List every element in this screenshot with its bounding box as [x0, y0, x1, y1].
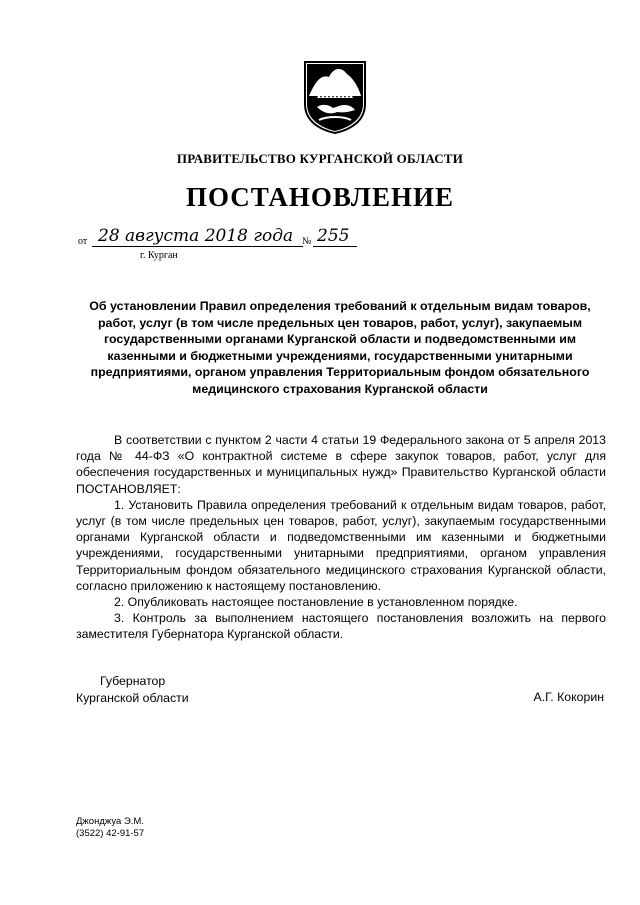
- preamble-paragraph: В соответствии с пунктом 2 части 4 статьи 19 Федерального закона от 5 апреля 2013 года № 44-ФЗ «О контрактной системе в сфере закупок товаров, работ, услуг для обеспечения государственных и муниципальных нужд» Правительство Курганской области ПОСТАНОВЛЯЕТ:: [76, 433, 606, 496]
- signer-position: [76, 673, 189, 707]
- signer-title-line-2: Курганской области: [76, 691, 189, 705]
- number-label: №: [302, 236, 312, 247]
- clause-2: 2. Опубликовать настоящее постановление в установленном порядке.: [114, 595, 518, 610]
- date-prefix-label: от: [78, 236, 88, 247]
- document-subject: Об установлении Правил определения требований к отдельным видам товаров, работ, услуг (в том числе предельных цен товаров, работ, услуг), закупаемым государственными органами Курганской области и подведомственными им казенными и бюджетными учреждениями, государственными унитарными предприятиями, органом управления Территориальным фондом обязательного медицинского страхования Курганской области: [89, 299, 591, 396]
- executor-contact: [76, 816, 144, 840]
- document-dateline: [78, 224, 358, 264]
- clause-3: 3. Контроль за выполнением настоящего постановления возложить на первого заместителя Губернатора Курганской области.: [76, 611, 606, 642]
- executor-phone: (3522) 42-91-57: [76, 828, 145, 839]
- city-label: г. Курган: [140, 250, 178, 261]
- clause-1: 1. Установить Правила определения требований к отдельным видам товаров, работ, услуг (в том числе предельных цен товаров, работ, услуг), закупаемым государственными органами Курганской области и подведомственными им казенными и бюджетными учреждениями, государственными унитарными предприятиями, органом управления Территориальным фондом обязательного медицинского страхования Курганской области, согласно приложению к настоящему постановлению.: [76, 497, 606, 593]
- document-body: [76, 432, 606, 643]
- handwritten-date: 28 августа 2018 года: [92, 226, 303, 247]
- government-name: ПРАВИТЕЛЬСТВО КУРГАНСКОЙ ОБЛАСТИ: [176, 151, 464, 166]
- signer-title-line-1: Губернатор: [100, 674, 166, 688]
- coat-of-arms-icon: [303, 60, 367, 134]
- executor-name: Джонджуа Э.М.: [76, 816, 144, 827]
- signer-name: А.Г. Кокорин: [533, 690, 604, 704]
- handwritten-number: 255: [313, 226, 357, 247]
- document-type-title: ПОСТАНОВЛЕНИЕ: [185, 182, 455, 212]
